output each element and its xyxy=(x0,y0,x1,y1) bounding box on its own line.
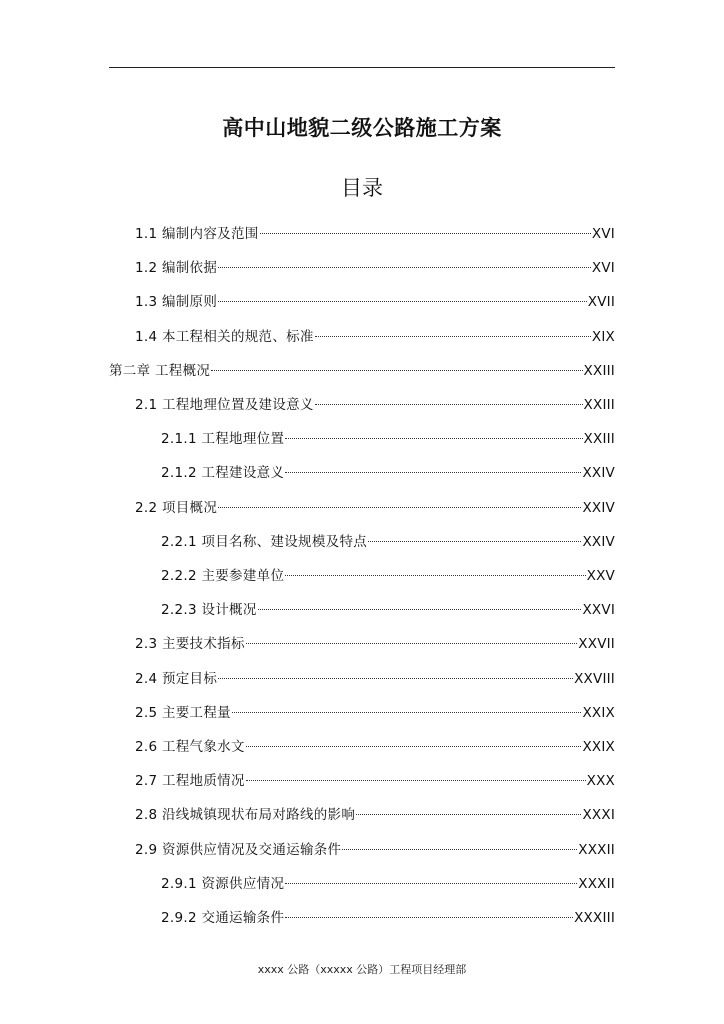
toc-entry-label: 1.1 编制内容及范围 xyxy=(135,226,259,242)
header-rule xyxy=(109,67,615,68)
toc-entry-label: 2.2.2 主要参建单位 xyxy=(161,568,285,584)
toc-entry[interactable] xyxy=(135,322,615,352)
toc-entry-page: XXXI xyxy=(582,807,615,824)
toc-entry-label: 2.9.2 交通运输条件 xyxy=(161,910,285,926)
toc-entry[interactable] xyxy=(135,732,615,762)
toc-entry[interactable] xyxy=(135,766,615,796)
toc-entry-label: 2.5 主要工程量 xyxy=(135,704,231,721)
toc-entry-page: XVI xyxy=(591,226,615,242)
toc-entry-page: XXX xyxy=(586,773,615,790)
toc-leader-dots xyxy=(218,300,587,302)
toc-heading: 目录 xyxy=(341,176,383,200)
toc-entry-label: 2.8 沿线城镇现状布局对路线的影响 xyxy=(135,807,356,824)
toc-entry[interactable] xyxy=(135,390,615,420)
toc-leader-dots xyxy=(285,882,577,884)
toc-entry[interactable] xyxy=(135,493,615,523)
toc-entry-label: 2.9.1 资源供应情况 xyxy=(161,875,285,892)
toc-entry[interactable] xyxy=(161,869,615,899)
toc-leader-dots xyxy=(285,471,581,473)
toc-leader-dots xyxy=(315,403,583,405)
toc-entry[interactable] xyxy=(135,287,615,317)
toc-entry[interactable] xyxy=(161,424,615,454)
document-title: 高中山地貌二级公路施工方案 xyxy=(222,116,502,140)
toc-entry[interactable] xyxy=(135,800,615,830)
toc-entry-page: XXIII xyxy=(583,397,615,413)
toc-leader-dots xyxy=(285,916,573,918)
toc-entry[interactable] xyxy=(161,595,615,625)
toc-entry-label: 2.2 项目概况 xyxy=(135,499,218,516)
toc-entry[interactable] xyxy=(135,698,615,728)
page-footer: xxxx 公路（xxxxx 公路）工程项目经理部 xyxy=(257,963,467,976)
toc-leader-dots xyxy=(315,335,591,337)
toc-entry[interactable] xyxy=(109,356,615,386)
toc-entry[interactable] xyxy=(161,561,615,591)
toc-entry-label: 2.6 工程气象水文 xyxy=(135,739,245,755)
toc-entry-label: 1.4 本工程相关的规范、标准 xyxy=(135,328,314,345)
toc-entry-label: 2.2.3 设计概况 xyxy=(161,602,257,619)
toc-entry-label: 2.1 工程地理位置及建设意义 xyxy=(135,397,314,413)
toc-entry-page: XVII xyxy=(587,294,615,311)
toc-entry-page: XXXIII xyxy=(574,910,615,926)
toc-leader-dots xyxy=(260,232,591,234)
toc-entry-label: 2.7 工程地质情况 xyxy=(135,773,245,790)
toc-entry-label: 2.1.1 工程地理位置 xyxy=(161,431,285,448)
toc-entry[interactable] xyxy=(135,629,615,659)
toc-leader-dots xyxy=(218,266,591,268)
toc-leader-dots xyxy=(368,540,581,542)
toc-entry-page: XXIV xyxy=(582,465,615,482)
toc-entry-label: 第二章 工程概况 xyxy=(109,362,211,379)
toc-entry-label: 1.3 编制原则 xyxy=(135,294,218,311)
toc-entry-label: 2.3 主要技术指标 xyxy=(135,636,245,653)
toc-entry-label: 2.1.2 工程建设意义 xyxy=(161,465,285,482)
toc-entry-page: XIX xyxy=(591,328,615,345)
toc-leader-dots xyxy=(285,574,585,576)
toc-entry-page: XXXII xyxy=(578,841,615,858)
toc-entry-label: 1.2 编制依据 xyxy=(135,260,218,277)
toc-entry-page: XXVII xyxy=(578,636,615,653)
toc-leader-dots xyxy=(246,779,586,781)
toc-entry-label: 2.9 资源供应情况及交通运输条件 xyxy=(135,841,342,858)
toc-entry-page: XVI xyxy=(591,260,615,277)
toc-leader-dots xyxy=(218,506,581,508)
toc-entry-page: XXIX xyxy=(582,704,615,721)
toc-entry-page: XXIII xyxy=(583,431,615,448)
toc-entry-page: XXVIII xyxy=(574,670,615,687)
toc-leader-dots xyxy=(258,608,582,610)
toc-entry-label: 2.2.1 项目名称、建设规模及特点 xyxy=(161,533,368,550)
toc-entry[interactable] xyxy=(135,219,615,249)
toc-leader-dots xyxy=(342,848,577,850)
toc-leader-dots xyxy=(356,813,581,815)
toc-leader-dots xyxy=(285,437,582,439)
toc-entry-page: XXXII xyxy=(578,875,615,892)
toc-leader-dots xyxy=(218,677,573,679)
toc-entry-page: XXIV xyxy=(582,533,615,550)
toc-entry-page: XXVI xyxy=(582,602,615,619)
toc-leader-dots xyxy=(246,642,578,644)
toc-entry[interactable] xyxy=(135,835,615,865)
toc-entry[interactable] xyxy=(135,664,615,694)
toc-entry[interactable] xyxy=(135,253,615,283)
toc-entry[interactable] xyxy=(161,527,615,557)
toc-entry[interactable] xyxy=(161,903,615,933)
toc-leader-dots xyxy=(211,369,582,371)
toc-entry[interactable] xyxy=(161,458,615,488)
toc-entry-page: XXIII xyxy=(583,362,615,379)
toc-entry-page: XXV xyxy=(586,568,615,584)
toc-entry-page: XXIV xyxy=(582,499,615,516)
toc-leader-dots xyxy=(246,745,582,747)
toc-entry-page: XXIX xyxy=(582,739,615,755)
toc-entry-label: 2.4 预定目标 xyxy=(135,670,218,687)
toc-leader-dots xyxy=(232,711,582,713)
